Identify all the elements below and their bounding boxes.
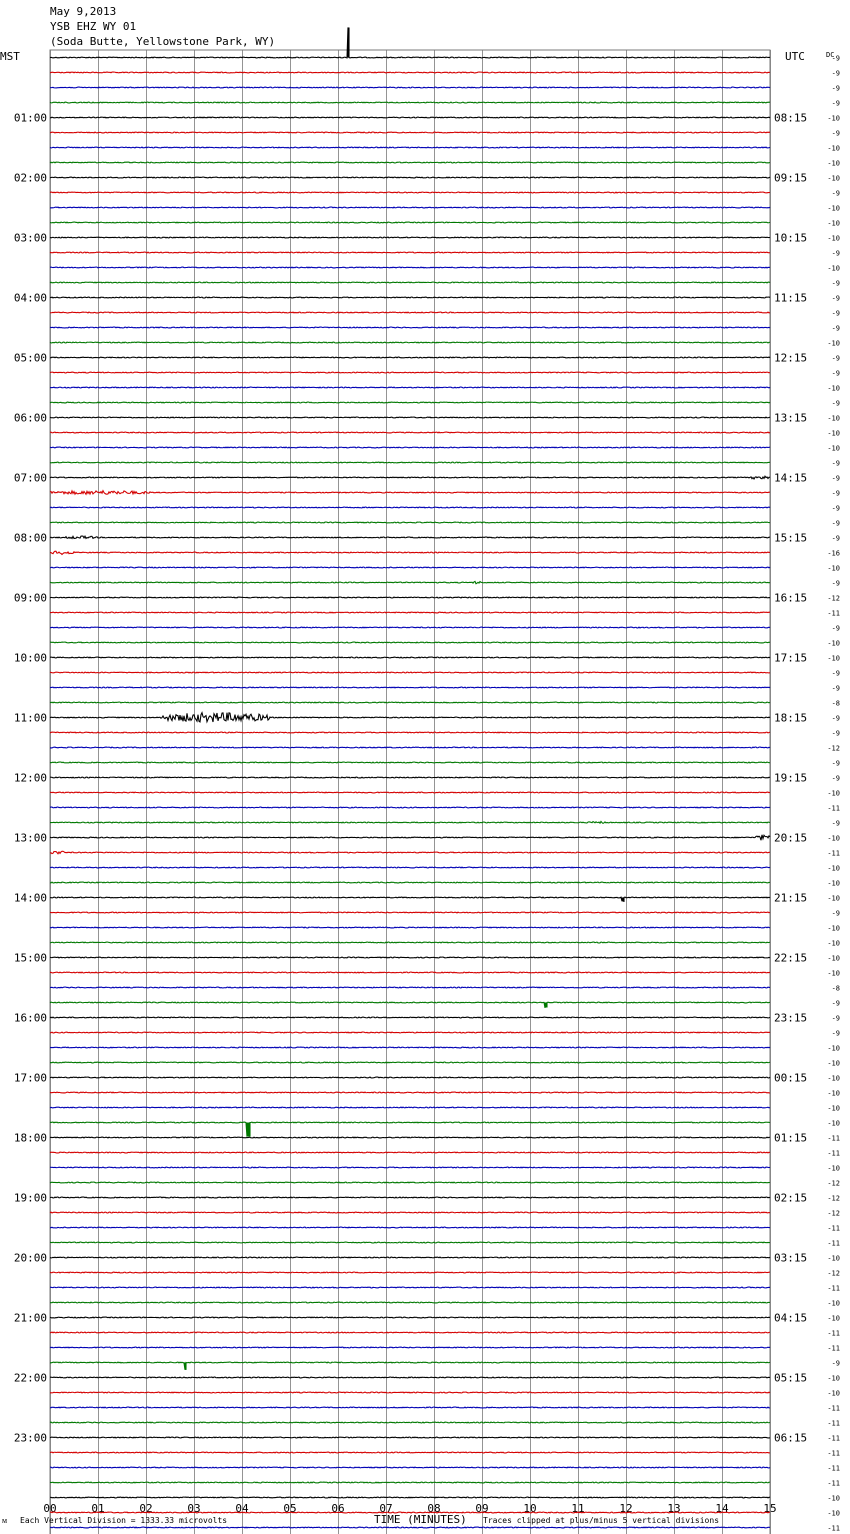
utc-hour-label: 00:15	[774, 1071, 808, 1085]
dc-offset-label: -10	[827, 1059, 840, 1068]
utc-axis-label: UTC	[785, 50, 805, 63]
trace-row	[50, 1272, 770, 1273]
trace-row	[50, 1182, 770, 1183]
trace-row	[50, 297, 770, 298]
dc-offset-label: -9	[831, 999, 840, 1008]
dc-offset-label: -10	[827, 384, 840, 393]
trace-row	[50, 1467, 770, 1468]
dc-offset-label: -9	[831, 819, 840, 828]
trace-row	[50, 1122, 770, 1137]
mst-hour-label: 05:00	[13, 351, 47, 365]
scale-note: Each Vertical Division = 1333.33 microvolts	[20, 1516, 228, 1525]
utc-hour-label: 04:15	[774, 1311, 808, 1325]
mst-hour-label: 19:00	[13, 1191, 47, 1205]
mst-hour-label: 01:00	[13, 111, 47, 125]
dc-offset-label: -8	[831, 984, 840, 993]
trace-row	[50, 1437, 770, 1438]
trace-row	[50, 1482, 770, 1483]
trace-row	[50, 597, 770, 598]
trace-row	[50, 252, 770, 253]
dc-offset-label: -9	[831, 354, 840, 363]
trace-row	[50, 177, 770, 178]
trace-row	[50, 237, 770, 238]
utc-hour-label: 17:15	[774, 651, 808, 665]
utc-hour-label: 22:15	[774, 951, 808, 965]
dc-offset-label: -10	[827, 954, 840, 963]
trace-row	[50, 882, 770, 883]
trace-row	[50, 536, 770, 538]
dc-offset-label: -11	[827, 849, 840, 858]
trace-row	[50, 1197, 770, 1198]
trace-row	[50, 1452, 770, 1453]
dc-offset-label: -11	[827, 1404, 840, 1413]
x-tick-label: 13	[667, 1502, 681, 1515]
x-tick-label: 08	[427, 1502, 441, 1515]
trace-row	[50, 807, 770, 808]
utc-hour-label: 23:15	[774, 1011, 808, 1025]
plot-date: May 9,2013	[50, 5, 117, 18]
dc-offset-label: -9	[831, 684, 840, 693]
trace-row	[50, 851, 770, 854]
mst-hour-label: 06:00	[13, 411, 47, 425]
trace-row	[50, 447, 770, 448]
dc-offset-label: -10	[827, 1164, 840, 1173]
dc-offset-label: -10	[827, 339, 840, 348]
trace-row	[50, 627, 770, 628]
dc-offset-label: -8	[831, 699, 840, 708]
trace-row	[50, 312, 770, 313]
trace-row	[50, 657, 770, 658]
trace-row	[50, 402, 770, 403]
dc-offset-label: -10	[827, 1089, 840, 1098]
utc-hour-label: 08:15	[774, 111, 808, 125]
trace-row	[50, 282, 770, 283]
dc-offset-label: -10	[827, 654, 840, 663]
trace-row	[50, 87, 770, 88]
dc-offset-label: -10	[827, 1044, 840, 1053]
utc-hour-label: 16:15	[774, 591, 808, 605]
x-tick-label: 01	[91, 1502, 105, 1515]
dc-offset-label: -10	[827, 1074, 840, 1083]
dc-offset-label: -12	[827, 1269, 840, 1278]
mst-hour-label: 14:00	[13, 891, 47, 905]
mst-hour-label: 15:00	[13, 951, 47, 965]
dc-offset-label: -9	[831, 189, 840, 198]
x-tick-label: 00	[43, 1502, 57, 1515]
x-tick-label: 03	[187, 1502, 201, 1515]
trace-row	[50, 1062, 770, 1063]
trace-row	[50, 1017, 770, 1018]
corner-mark: ᴍ	[2, 1516, 8, 1525]
dc-offset-label: -10	[827, 639, 840, 648]
dc-offset-label: -9	[831, 1029, 840, 1038]
utc-hour-label: 12:15	[774, 351, 808, 365]
x-tick-label: 12	[619, 1502, 633, 1515]
dc-offset-label: -10	[827, 1494, 840, 1503]
trace-row	[50, 777, 770, 778]
dc-offset-label: -10	[827, 1314, 840, 1323]
trace-row	[50, 762, 770, 763]
trace-row	[50, 1167, 770, 1168]
dc-offset-label: -9	[831, 504, 840, 513]
dc-offset-label: -9	[831, 909, 840, 918]
dc-offset-label: -9	[831, 624, 840, 633]
x-axis-title: TIME (MINUTES)	[374, 1513, 467, 1526]
dc-offset-label: -9	[831, 369, 840, 378]
trace-row	[50, 1287, 770, 1288]
x-tick-label: 02	[139, 1502, 153, 1515]
trace-row	[50, 1392, 770, 1393]
dc-offset-label: -10	[827, 219, 840, 228]
dc-offset-label: -10	[827, 264, 840, 273]
dc-offset-label: -11	[827, 1134, 840, 1143]
dc-offset-label: -11	[827, 1419, 840, 1428]
utc-hour-label: 20:15	[774, 831, 808, 845]
dc-offset-label: -9	[831, 1014, 840, 1023]
mst-hour-label: 10:00	[13, 651, 47, 665]
mst-hour-label: 02:00	[13, 171, 47, 185]
mst-hour-label: 09:00	[13, 591, 47, 605]
dc-offset-label: -10	[827, 879, 840, 888]
dc-offset-label: -11	[827, 609, 840, 618]
trace-row	[50, 897, 770, 902]
dc-label: DC	[826, 51, 835, 59]
dc-offset-label: -9	[831, 714, 840, 723]
trace-row	[50, 162, 770, 163]
trace-row	[50, 417, 770, 418]
trace-row	[50, 132, 770, 133]
trace-row	[50, 1332, 770, 1333]
dc-offset-label: -9	[831, 129, 840, 138]
trace-row	[50, 327, 770, 328]
trace-row	[50, 1032, 770, 1033]
dc-offset-label: -10	[827, 1509, 840, 1518]
x-tick-label: 05	[283, 1502, 297, 1515]
dc-offset-label: -10	[827, 174, 840, 183]
plot-station: YSB EHZ WY 01	[50, 20, 137, 33]
trace-row	[50, 192, 770, 193]
trace-row	[50, 1002, 770, 1008]
trace-row	[50, 117, 770, 118]
mst-hour-label: 07:00	[13, 471, 47, 485]
dc-offset-label: -10	[827, 924, 840, 933]
trace-row	[50, 1227, 770, 1228]
dc-offset-label: -11	[827, 1344, 840, 1353]
trace-row	[50, 957, 770, 958]
trace-row	[50, 942, 770, 943]
utc-hour-label: 14:15	[774, 471, 808, 485]
dc-offset-label: -10	[827, 1389, 840, 1398]
dc-offset-label: -9	[831, 309, 840, 318]
utc-hour-label: 03:15	[774, 1251, 808, 1265]
trace-row	[50, 1302, 770, 1303]
utc-hour-label: 13:15	[774, 411, 808, 425]
trace-row	[50, 387, 770, 388]
dc-offset-label: -10	[827, 834, 840, 843]
trace-row	[50, 642, 770, 643]
utc-hour-label: 09:15	[774, 171, 808, 185]
dc-offset-label: -9	[831, 579, 840, 588]
trace-row	[50, 1092, 770, 1093]
dc-offset-label: -10	[827, 564, 840, 573]
trace-row	[50, 372, 770, 373]
mst-axis-label: MST	[0, 50, 20, 63]
mst-hour-label: 22:00	[13, 1371, 47, 1385]
dc-offset-label: -9	[831, 534, 840, 543]
trace-row	[50, 1527, 770, 1528]
dc-offset-label: -10	[827, 114, 840, 123]
trace-row	[50, 987, 770, 988]
trace-row	[50, 147, 770, 148]
trace-row	[50, 687, 770, 688]
dc-offset-label: -9	[831, 279, 840, 288]
dc-offset-label: -11	[827, 1284, 840, 1293]
dc-offset-label: -10	[827, 444, 840, 453]
mst-hour-label: 20:00	[13, 1251, 47, 1265]
trace-row	[50, 1152, 770, 1153]
dc-offset-label: -11	[827, 1449, 840, 1458]
mst-hour-label: 17:00	[13, 1071, 47, 1085]
trace-row	[50, 1497, 770, 1498]
utc-hour-label: 19:15	[774, 771, 808, 785]
dc-offset-label: -16	[827, 549, 840, 558]
dc-offset-label: -10	[827, 1104, 840, 1113]
trace-row	[50, 713, 770, 722]
dc-offset-label: -10	[827, 1299, 840, 1308]
trace-row	[50, 551, 770, 554]
mst-hour-label: 21:00	[13, 1311, 47, 1325]
dc-offset-label: -11	[827, 1479, 840, 1488]
x-tick-label: 10	[523, 1502, 537, 1515]
dc-offset-label: -12	[827, 1179, 840, 1188]
trace-row	[50, 1212, 770, 1213]
mst-hour-label: 12:00	[13, 771, 47, 785]
trace-row	[50, 1137, 770, 1138]
trace-row	[50, 357, 770, 358]
dc-offset-label: -9	[831, 489, 840, 498]
trace-row	[50, 821, 770, 823]
trace-row	[50, 1077, 770, 1078]
dc-offset-label: -11	[827, 1524, 840, 1533]
clip-note: Traces clipped at plus/minus 5 vertical divisions	[483, 1516, 720, 1525]
trace-row	[50, 462, 770, 463]
dc-offset-label: -10	[827, 894, 840, 903]
mst-hour-label: 11:00	[13, 711, 47, 725]
x-tick-label: 06	[331, 1502, 345, 1515]
trace-row	[50, 702, 770, 703]
trace-row	[50, 267, 770, 268]
dc-offset-label: -10	[827, 969, 840, 978]
utc-hour-label: 02:15	[774, 1191, 808, 1205]
mst-hour-label: 18:00	[13, 1131, 47, 1145]
dc-offset-label: -9	[831, 459, 840, 468]
utc-hour-label: 21:15	[774, 891, 808, 905]
dc-offset-label: -9	[831, 54, 840, 63]
trace-row	[50, 27, 770, 58]
trace-row	[50, 867, 770, 868]
utc-hour-label: 15:15	[774, 531, 808, 545]
trace-row	[50, 1107, 770, 1108]
utc-hour-label: 11:15	[774, 291, 808, 305]
plot-location: (Soda Butte, Yellowstone Park, WY)	[50, 35, 276, 48]
dc-offset-label: -9	[831, 249, 840, 258]
trace-row	[50, 672, 770, 673]
trace-row	[50, 1422, 770, 1423]
dc-offset-label: -11	[827, 1329, 840, 1338]
mst-hour-label: 04:00	[13, 291, 47, 305]
dc-offset-label: -9	[831, 774, 840, 783]
mst-hour-label: 13:00	[13, 831, 47, 845]
dc-offset-label: -9	[831, 69, 840, 78]
trace-row	[50, 207, 770, 208]
trace-row	[50, 927, 770, 928]
trace-row	[50, 102, 770, 103]
dc-offset-label: -10	[827, 1374, 840, 1383]
dc-offset-label: -12	[827, 594, 840, 603]
x-tick-label: 09	[475, 1502, 489, 1515]
dc-offset-label: -10	[827, 159, 840, 168]
dc-offset-label: -10	[827, 204, 840, 213]
dc-offset-label: -10	[827, 429, 840, 438]
trace-row	[50, 522, 770, 523]
utc-hour-label: 05:15	[774, 1371, 808, 1385]
dc-offset-label: -11	[827, 1224, 840, 1233]
dc-offset-label: -9	[831, 399, 840, 408]
dc-offset-label: -10	[827, 1119, 840, 1128]
trace-row	[50, 72, 770, 73]
x-tick-label: 11	[571, 1502, 585, 1515]
dc-offset-label: -10	[827, 864, 840, 873]
trace-row	[50, 747, 770, 748]
dc-offset-label: -9	[831, 324, 840, 333]
trace-row	[50, 835, 770, 840]
dc-offset-label: -10	[827, 789, 840, 798]
dc-offset-label: -11	[827, 1149, 840, 1158]
dc-offset-label: -9	[831, 729, 840, 738]
trace-row	[50, 1242, 770, 1243]
dc-offset-label: -10	[827, 1254, 840, 1263]
trace-row	[50, 1407, 770, 1408]
mst-hour-label: 23:00	[13, 1431, 47, 1445]
trace-row	[50, 432, 770, 433]
trace-row	[50, 1347, 770, 1348]
trace-row	[50, 1317, 770, 1318]
dc-offset-label: -10	[827, 144, 840, 153]
trace-row	[50, 792, 770, 793]
trace-row	[50, 1257, 770, 1258]
dc-offset-label: -10	[827, 234, 840, 243]
trace-row	[50, 476, 770, 479]
utc-hour-label: 06:15	[774, 1431, 808, 1445]
dc-offset-label: -12	[827, 1194, 840, 1203]
dc-offset-label: -11	[827, 1239, 840, 1248]
trace-row	[50, 581, 770, 583]
utc-hour-label: 10:15	[774, 231, 808, 245]
dc-offset-label: -11	[827, 1464, 840, 1473]
dc-offset-label: -12	[827, 1209, 840, 1218]
dc-offset-label: -10	[827, 414, 840, 423]
trace-row	[50, 732, 770, 733]
trace-row	[50, 972, 770, 973]
x-tick-label: 07	[379, 1502, 393, 1515]
trace-row	[50, 507, 770, 508]
trace-row	[50, 912, 770, 913]
mst-hour-label: 03:00	[13, 231, 47, 245]
trace-row	[50, 1047, 770, 1048]
trace-row	[50, 222, 770, 223]
dc-offset-label: -9	[831, 1359, 840, 1368]
dc-offset-label: -9	[831, 474, 840, 483]
dc-offset-label: -12	[827, 744, 840, 753]
dc-offset-label: -9	[831, 759, 840, 768]
mst-hour-label: 08:00	[13, 531, 47, 545]
trace-row	[50, 567, 770, 568]
x-tick-label: 14	[715, 1502, 729, 1515]
utc-hour-label: 18:15	[774, 711, 808, 725]
dc-offset-label: -9	[831, 519, 840, 528]
x-tick-label: 04	[235, 1502, 249, 1515]
dc-offset-label: -11	[827, 1434, 840, 1443]
mst-hour-label: 16:00	[13, 1011, 47, 1025]
dc-offset-label: -9	[831, 99, 840, 108]
dc-offset-label: -9	[831, 84, 840, 93]
trace-row	[50, 612, 770, 613]
dc-offset-label: -9	[831, 669, 840, 678]
dc-offset-label: -11	[827, 804, 840, 813]
trace-row	[50, 1377, 770, 1378]
dc-offset-label: -9	[831, 294, 840, 303]
trace-row	[50, 342, 770, 343]
trace-row	[50, 1362, 770, 1370]
trace-row	[50, 491, 770, 495]
utc-hour-label: 01:15	[774, 1131, 808, 1145]
x-tick-label: 15	[763, 1502, 777, 1515]
dc-offset-label: -10	[827, 939, 840, 948]
